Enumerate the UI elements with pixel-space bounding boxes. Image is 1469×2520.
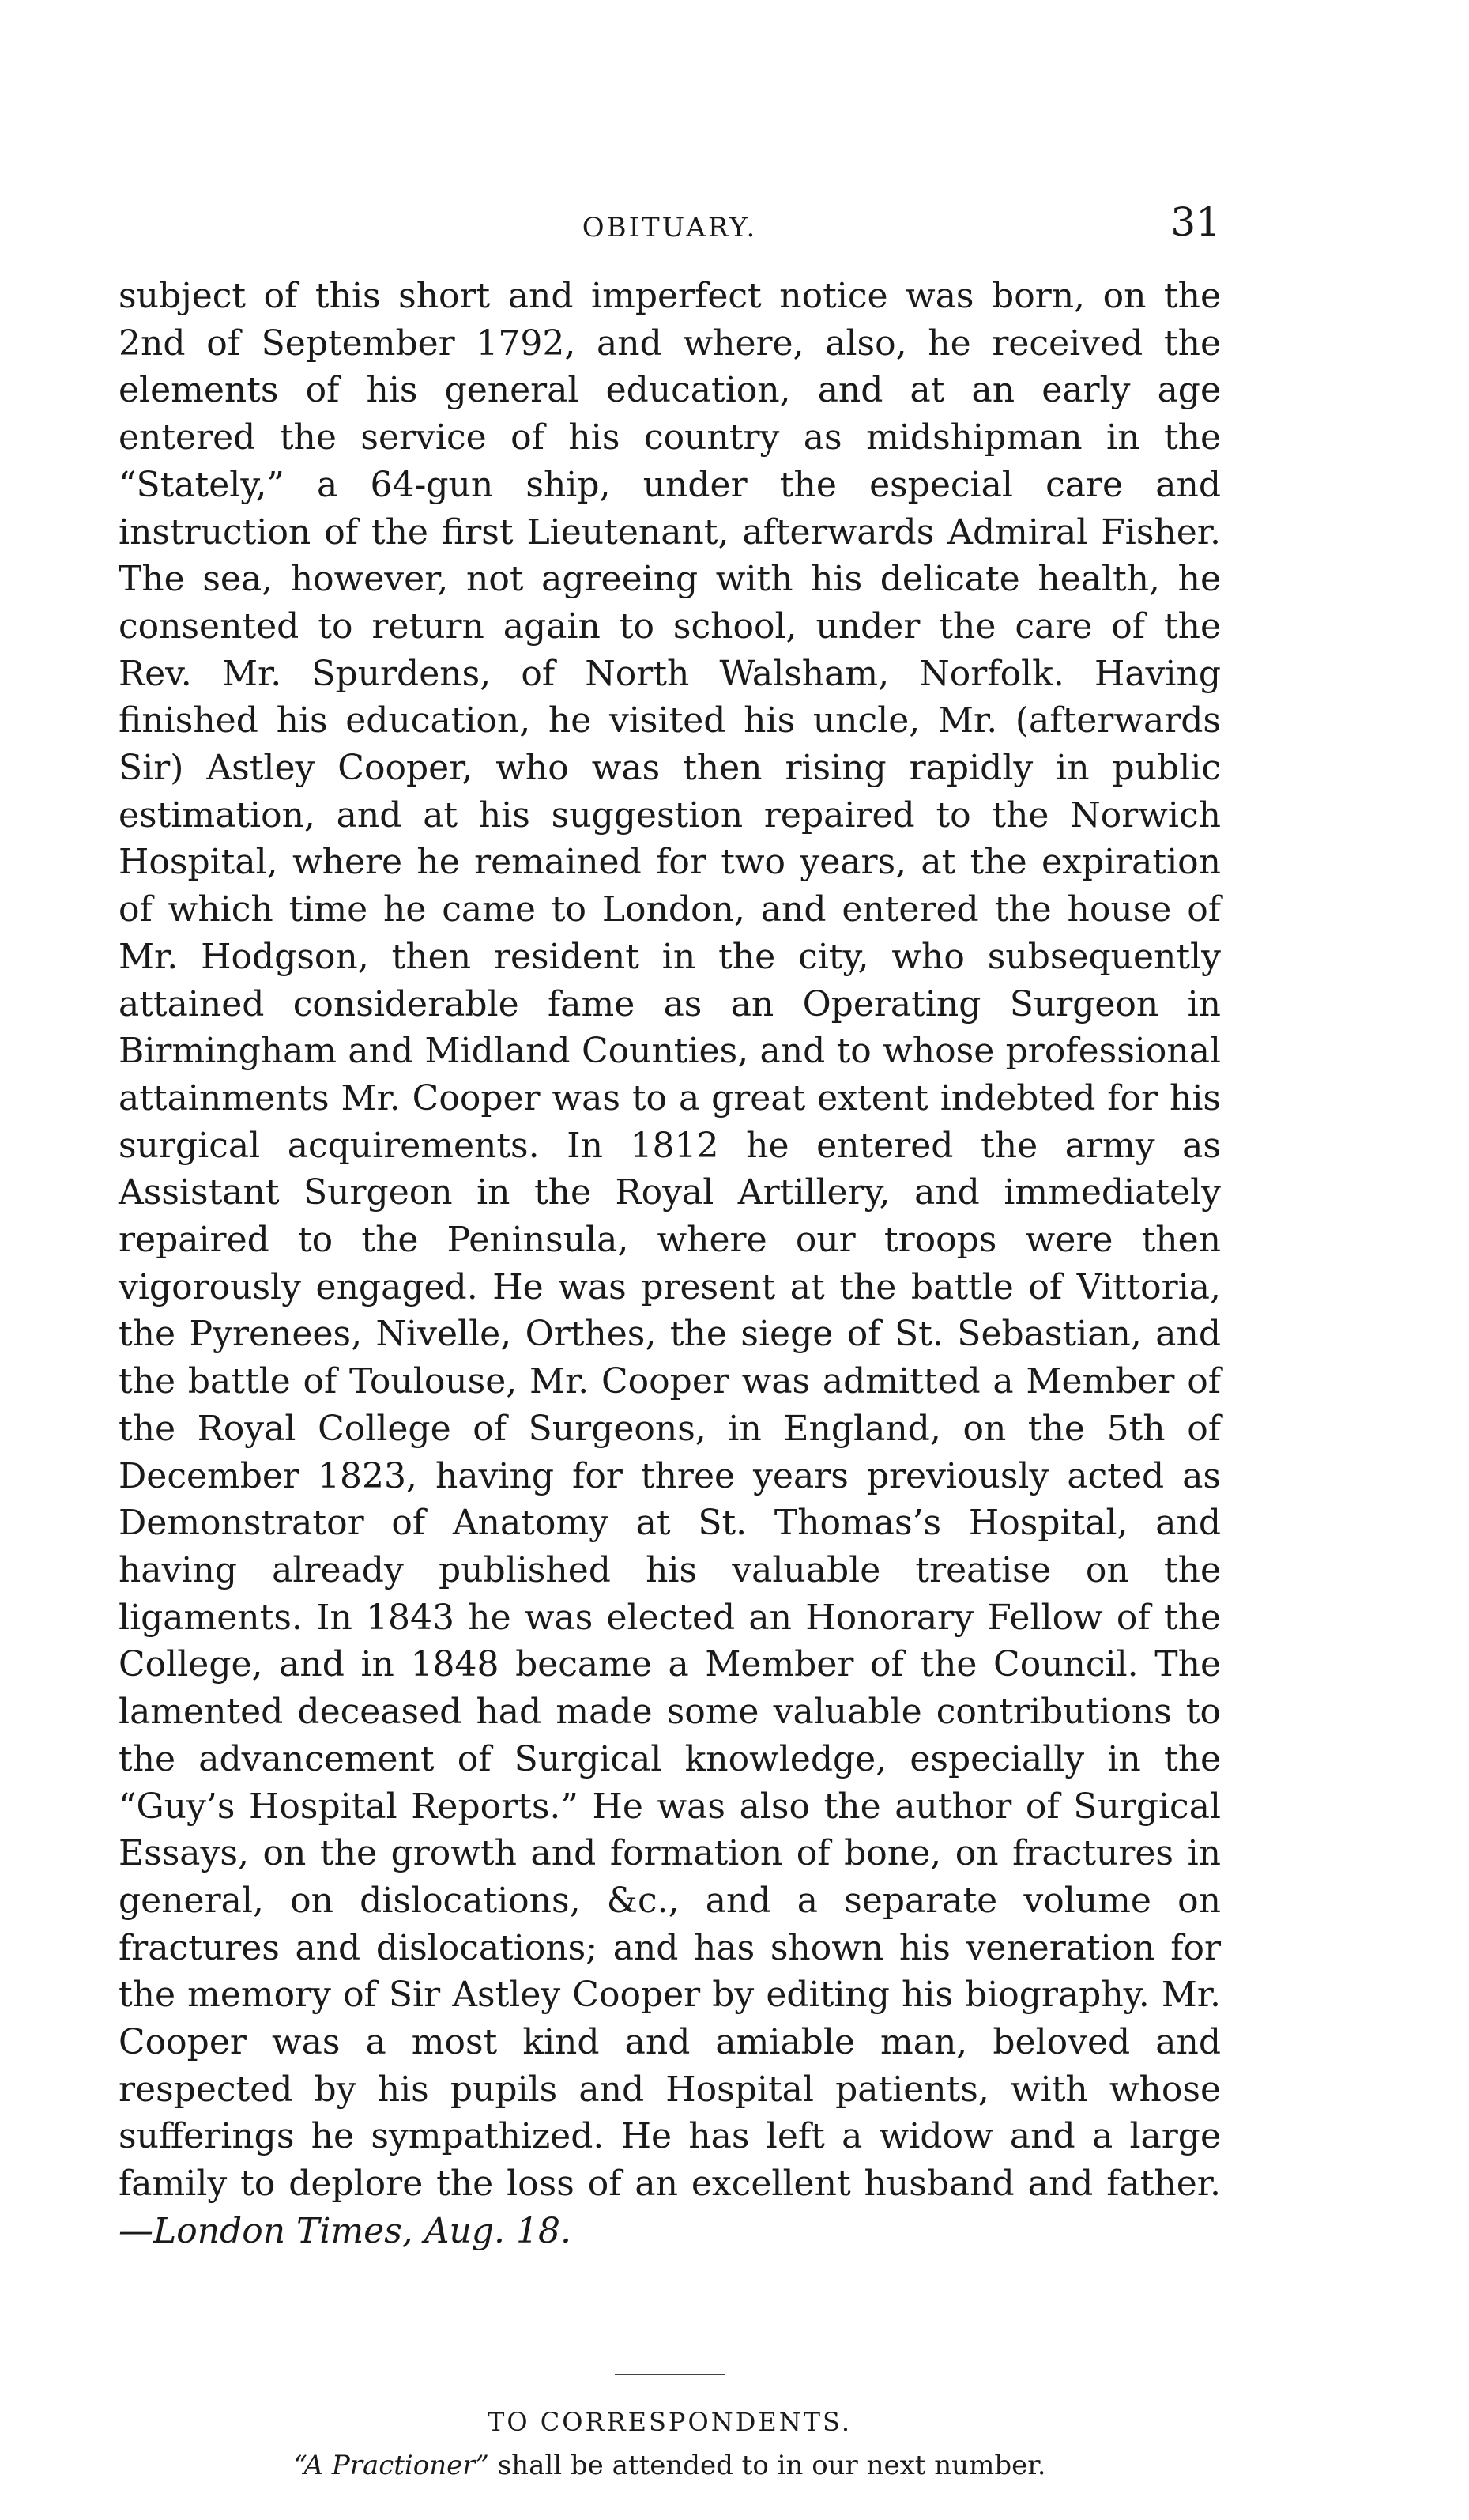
correspondent-name: “A Practioner” xyxy=(293,2449,489,2481)
running-title: OBITUARY. xyxy=(582,212,758,243)
correspondents-notice xyxy=(119,2450,1221,2481)
section-divider xyxy=(615,2374,725,2375)
correspondents-heading: TO CORRESPONDENTS. xyxy=(487,2406,852,2437)
obituary-text: subject of this short and imperfect notice was born, on the 2nd of September 1792, and where, also, he received the elements of his general education, and at an early age entered the service of his country as midshipman in the “Stately,” a 64-gun ship, under the especial care and instruction of the first Lieutenant, afterwards Admiral Fisher. The sea, however, not agreeing with his delicate health, he consented to return again to school, under the care of the Rev. Mr. Spurdens, of North Walsham, Norfolk. Having finished his education, he visited his uncle, Mr. (afterwards Sir) Astley Cooper, who was then rising rapidly in public estimation, and at his suggestion repaired to the Norwich Hospital, where he remained for two years, at the expiration of which time he came to London, and entered the house of Mr. Hodgson, then resident in the city, who subsequently attained considerable fame as an Operating Surgeon in Birmingham and Midland Counties, and to whose professional attainments Mr. Cooper was to a great extent indebted for his surgical acquirements. In 1812 he entered the army as Assistant Surgeon in the Royal Artillery, and immediately repaired to the Peninsula, where our troops were then vigorously engaged. He was present at the battle of Vittoria, the Pyrenees, Nivelle, Orthes, the siege of St. Sebastian, and the battle of Toulouse, Mr. Cooper was admitted a Member of the Royal College of Surgeons, in England, on the 5th of December 1823, having for three years previously acted as Demonstrator of Anatomy at St. Thomas’s Hospital, and having already published his valuable treatise on the ligaments. In 1843 he was elected an Honorary Fellow of the College, and in 1848 became a Member of the Council. The lamented deceased had made some valuable contributions to the advancement of Surgical knowledge, especially in the “Guy’s Hospital Reports.” He was also the author of Surgical Essays, on the growth and formation of bone, on fractures in general, on dislocations, &c., and a separate volume on fractures and dislocations; and has shown his veneration for the memory of Sir Astley Cooper by editing his biography. Mr. Cooper was a most kind and amiable man, beloved and respected by his pupils and Hospital patients, with whose sufferings he sympathized. He has left a widow and a large family to deplore the loss of an excellent husband and father. xyxy=(119,276,1221,2205)
notice-text: shall be attended to in our next number. xyxy=(488,2449,1046,2481)
page xyxy=(119,198,1221,2481)
obituary-body xyxy=(119,273,1221,2255)
running-head xyxy=(119,198,1221,253)
page-number: 31 xyxy=(1170,199,1221,245)
source-citation: —London Times, Aug. 18. xyxy=(119,2210,571,2251)
